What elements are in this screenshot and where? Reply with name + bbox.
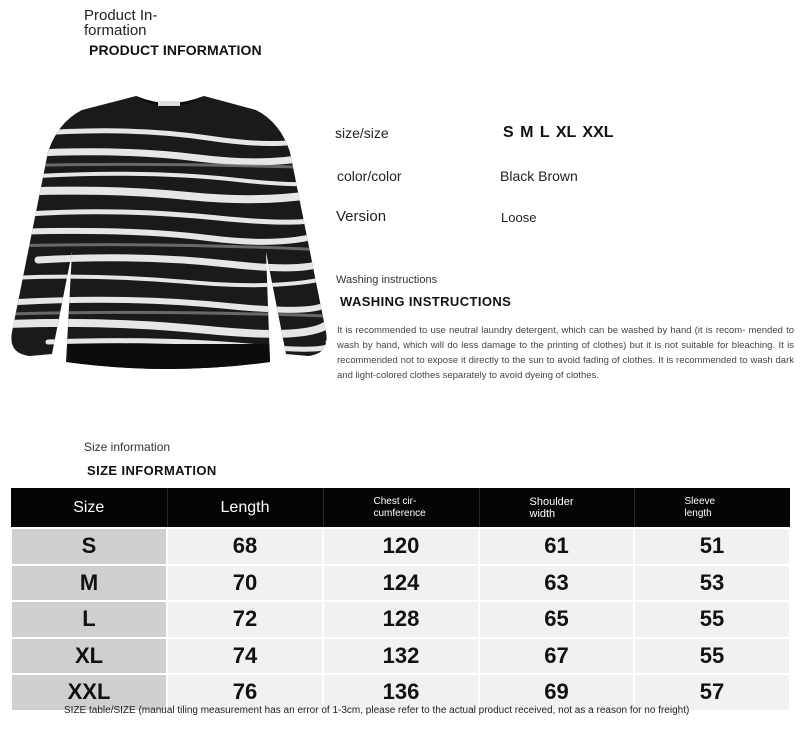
shoulder-cell: 69 bbox=[479, 674, 634, 711]
length-cell: 76 bbox=[167, 674, 323, 711]
header-size: Size bbox=[11, 488, 167, 528]
chest-cell: 128 bbox=[323, 601, 479, 638]
sleeve-cell: 53 bbox=[634, 565, 790, 602]
sweater-product-image bbox=[8, 92, 330, 372]
length-cell: 68 bbox=[167, 528, 323, 565]
color-label: color/color bbox=[337, 168, 402, 184]
header-shoulder-label: Shoulder width bbox=[529, 495, 574, 520]
size-footnote: SIZE table/SIZE (manual tiling measurement has an error of 1-3cm, please refer to the actual product received, not as a reason for no freight) bbox=[64, 705, 690, 716]
size-cell: L bbox=[11, 601, 167, 638]
size-cell: XL bbox=[11, 638, 167, 675]
size-cell: S bbox=[11, 528, 167, 565]
size-label: size/size bbox=[335, 125, 389, 141]
sleeve-cell: 55 bbox=[634, 638, 790, 675]
length-cell: 72 bbox=[167, 601, 323, 638]
size-table-header-row bbox=[11, 488, 790, 528]
table-row bbox=[11, 638, 790, 675]
table-row bbox=[11, 601, 790, 638]
chest-cell: 124 bbox=[323, 565, 479, 602]
sleeve-cell: 51 bbox=[634, 528, 790, 565]
version-value: Loose bbox=[501, 210, 537, 225]
shoulder-cell: 65 bbox=[479, 601, 634, 638]
size-cell: XXL bbox=[11, 674, 167, 711]
header-sleeve bbox=[634, 488, 790, 528]
size-cell: M bbox=[11, 565, 167, 602]
length-cell: 70 bbox=[167, 565, 323, 602]
table-row bbox=[11, 528, 790, 565]
washing-title-small: Washing instructions bbox=[336, 274, 438, 286]
shoulder-cell: 67 bbox=[479, 638, 634, 675]
header-chest-label: Chest cir- cumference bbox=[373, 495, 426, 519]
chest-cell: 132 bbox=[323, 638, 479, 675]
shoulder-cell: 61 bbox=[479, 528, 634, 565]
version-label: Version bbox=[336, 208, 387, 225]
length-cell: 74 bbox=[167, 638, 323, 675]
washing-body: It is recommended to use neutral laundry detergent, which can be washed by hand (it is recom- mended to wash by hand, which will do less damage to the printing of clothes) but it is not suitable for bleaching. It is recommended not to expose it directly to the sun to avoid fading of clothes. It is recommended to wash dark and light-colored clothes separately to avoid dyeing of clothes. bbox=[337, 325, 794, 381]
sleeve-cell: 55 bbox=[634, 601, 790, 638]
header-shoulder bbox=[479, 488, 634, 528]
size-info-title-small: Size information bbox=[84, 440, 171, 454]
washing-title: WASHING INSTRUCTIONS bbox=[340, 294, 512, 309]
header-chest bbox=[323, 488, 479, 528]
product-info-title-small: Product In- formation bbox=[84, 7, 158, 39]
table-row bbox=[11, 565, 790, 602]
size-table bbox=[10, 488, 791, 712]
product-info-title: PRODUCT INFORMATION bbox=[89, 42, 262, 58]
size-info-title: SIZE INFORMATION bbox=[87, 463, 217, 478]
sleeve-cell: 57 bbox=[634, 674, 790, 711]
chest-cell: 136 bbox=[323, 674, 479, 711]
size-value: S M L XL XXL bbox=[503, 124, 614, 141]
chest-cell: 120 bbox=[323, 528, 479, 565]
header-length: Length bbox=[167, 488, 323, 528]
header-sleeve-label: Sleeve length bbox=[684, 495, 716, 519]
shoulder-cell: 63 bbox=[479, 565, 634, 602]
color-value: Black Brown bbox=[500, 168, 578, 184]
